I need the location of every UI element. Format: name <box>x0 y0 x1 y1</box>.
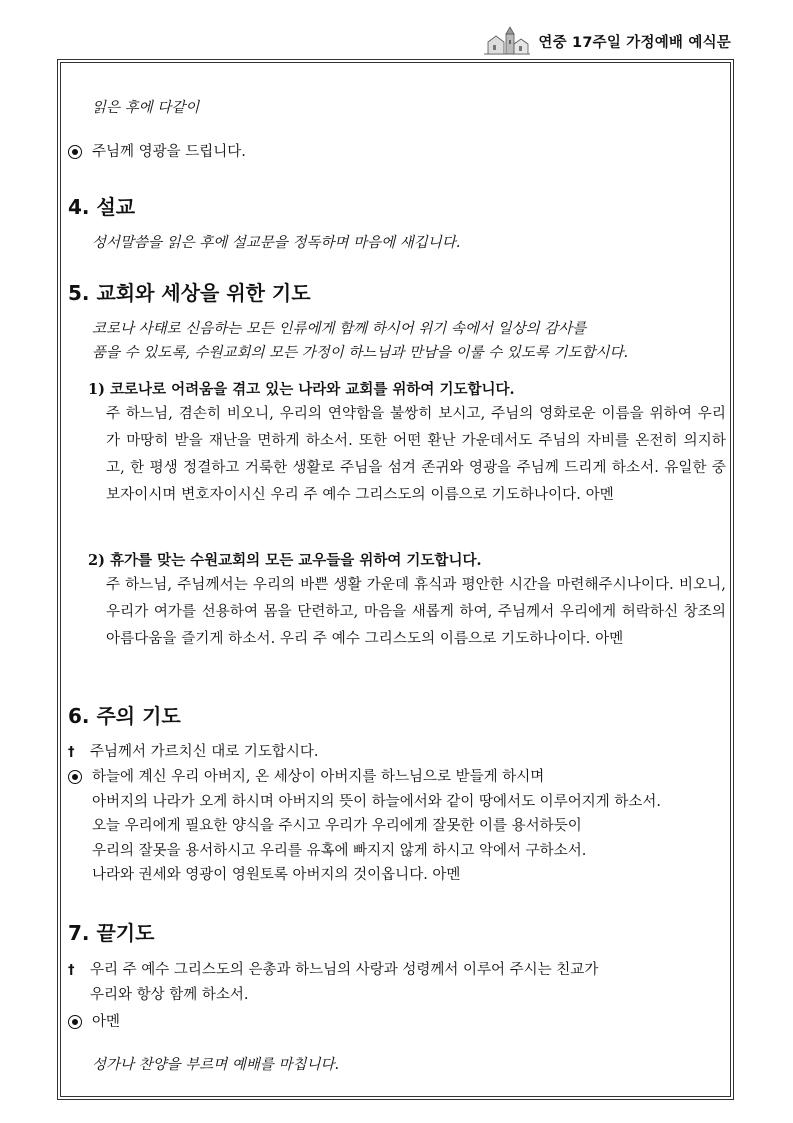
amen-text: 아멘 <box>92 1014 121 1030</box>
lords-prayer-response <box>68 765 661 888</box>
prayer-body-2: 주 하느님, 주님께서는 우리의 바쁜 생활 가운데 휴식과 평안한 시간을 마련해주시나이다. 비오니, 우리가 여가를 선용하여 몸을 단련하고, 마음을 새롭게 하여, 주님께서 우리에게 허락하신 창조의 아름다움을 즐기게 하소서. 우리 주 예수 그리스도의 이름으로 기도하나이다. 아멘 <box>106 577 726 647</box>
intercession-instruction-line-2: 품을 수 있도록, 수원교회의 모든 가정이 하느님과 만남을 이룰 수 있도록 기도합시다. <box>92 345 629 361</box>
prayer-title-2: 2) 휴가를 맞는 수원교회의 모든 교우들을 위하여 기도합니다. <box>88 552 482 569</box>
lords-prayer-line-5: 나라와 권세와 영광이 영원토록 아버지의 것이옵니다. 아멘 <box>92 867 461 883</box>
closing-leader-line-2: 우리와 항상 함께 하소서. <box>90 987 249 1003</box>
lords-prayer-line-4: 우리의 잘못을 용서하시고 우리를 유혹에 빠지지 않게 하시고 악에서 구하소서. <box>92 842 587 859</box>
sermon-instruction: 성서말씀을 읽은 후에 설교문을 정독하며 마음에 새깁니다. <box>92 235 461 251</box>
response-text: 주님께 영광을 드립니다. <box>92 144 246 160</box>
page-header <box>484 24 731 58</box>
closing-response <box>68 1010 120 1035</box>
leader-cross-icon: † <box>68 963 75 978</box>
lords-prayer-line-2: 아버지의 나라가 오게 하시며 아버지의 뜻이 하늘에서와 같이 땅에서도 이루어지게 하소서. <box>92 793 661 810</box>
section-heading-lords-prayer: 6. 주의 기도 <box>68 704 181 728</box>
lords-prayer-line-1: 하늘에 계신 우리 아버지, 온 세상이 아버지를 하느님으로 받들게 하시며 <box>92 769 545 785</box>
response-circle-icon <box>68 770 82 784</box>
section-heading-closing: 7. 끝기도 <box>68 921 155 945</box>
closing-instruction: 성가나 찬양을 부르며 예배를 마칩니다. <box>92 1057 340 1073</box>
section-heading-sermon: 4. 설교 <box>68 195 136 219</box>
church-icon <box>484 26 530 56</box>
leader-text: 주님께서 가르치신 대로 기도합시다. <box>90 744 319 760</box>
leader-cross-icon: † <box>68 745 75 760</box>
response-circle-icon <box>68 145 82 159</box>
read-instruction: 읽은 후에 다같이 <box>92 100 200 116</box>
leader-line <box>68 740 319 765</box>
section-heading-intercession: 5. 교회와 세상을 위한 기도 <box>68 281 311 305</box>
closing-leader-line-1: 우리 주 예수 그리스도의 은총과 하느님의 사랑과 성령께서 이루어 주시는 친교가 <box>90 962 599 978</box>
closing-leader <box>68 958 598 1008</box>
header-title: 연중 17주일 가정예배 예식문 <box>538 34 731 51</box>
lords-prayer-line-3: 오늘 우리에게 필요한 양식을 주시고 우리가 우리에게 잘못한 이를 용서하듯이 <box>92 818 582 834</box>
response-line <box>68 140 246 165</box>
response-circle-icon <box>68 1015 82 1029</box>
intercession-instruction-line-1: 코로나 사태로 신음하는 모든 인류에게 함께 하시어 위기 속에서 일상의 감사를 <box>92 321 587 337</box>
prayer-body-1: 주 하느님, 겸손히 비오니, 우리의 연약함을 불쌍히 보시고, 주님의 영화로운 이름을 위하여 우리가 마땅히 받을 재난을 면하게 하소서. 또한 어떤 환난 가운데서도 주님의 자비를 온전히 의지하고, 한 평생 정결하고 거룩한 생활로 주님을 섬겨 존귀와 영광을 주님께 드리게 하소서. 유일한 중보자이시며 변호자이시신 우리 주 예수 그리스도의 이름으로 기도하나이다. 아멘 <box>106 406 726 503</box>
prayer-title-1: 1) 코로나로 어려움을 겪고 있는 나라와 교회를 위하여 기도합니다. <box>88 381 515 398</box>
